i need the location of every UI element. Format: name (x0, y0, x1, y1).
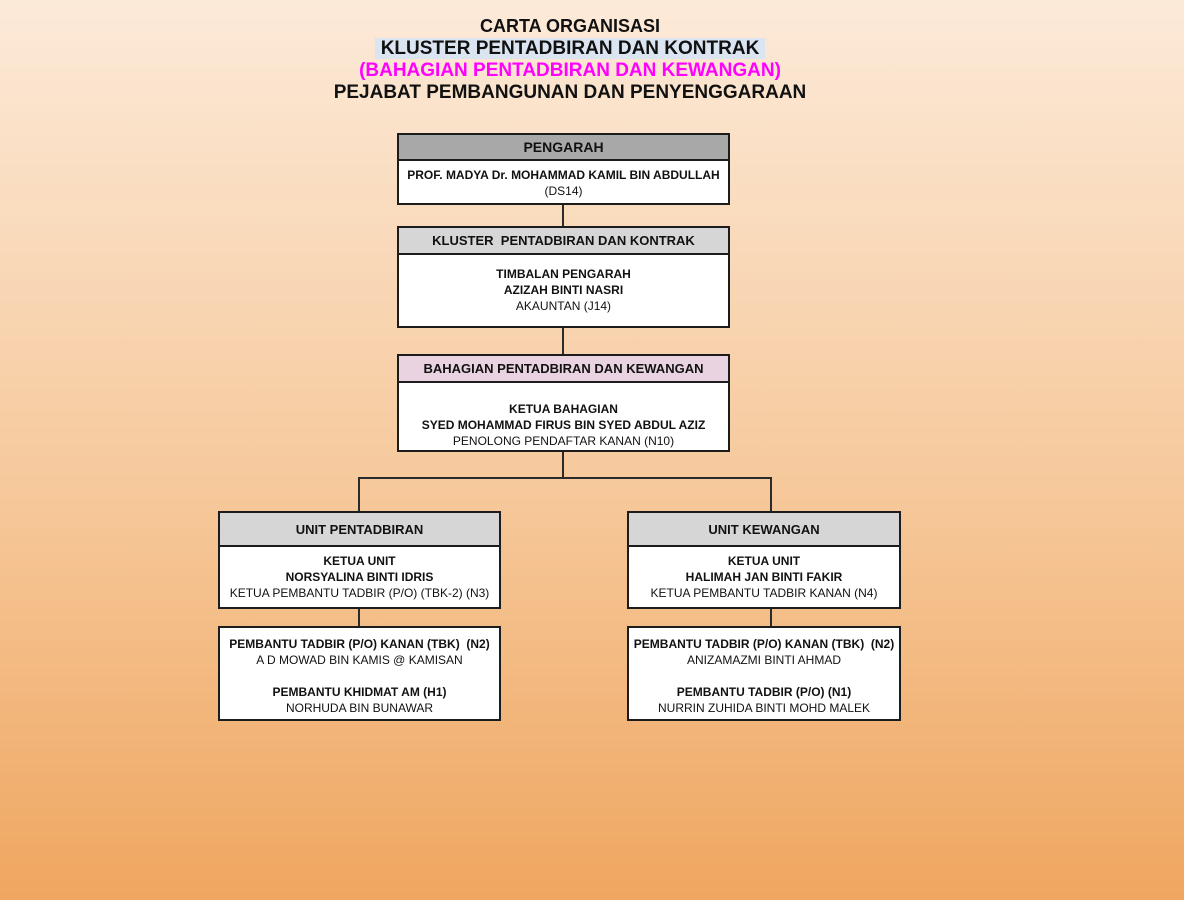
kluster-body-box (397, 253, 730, 328)
staff-name: ANIZAMAZMI BINTI AHMAD (686, 653, 841, 667)
connector-pengarah-kluster (562, 203, 564, 227)
unit-kewangan-title: KETUA UNIT (727, 554, 801, 568)
connector-horizontal-bar (358, 477, 772, 479)
unit-pentadbiran-grade: KETUA PEMBANTU TADBIR (P/O) (TBK-2) (N3) (229, 586, 490, 600)
staff-role: PEMBANTU TADBIR (P/O) KANAN (TBK) (N2) (633, 637, 895, 651)
bahagian-grade: PENOLONG PENDAFTAR KANAN (N10) (452, 434, 675, 448)
staff-role: PEMBANTU TADBIR (P/O) KANAN (TBK) (N2) (229, 637, 490, 651)
title-line-2-highlight: KLUSTER PENTADBIRAN DAN KONTRAK (375, 38, 766, 59)
connector-drop-left (358, 477, 360, 512)
spacer (629, 668, 899, 684)
pengarah-grade: (DS14) (544, 184, 583, 198)
pengarah-name: PROF. MADYA Dr. MOHAMMAD KAMIL BIN ABDULLAH (407, 168, 720, 182)
spacer (220, 668, 499, 684)
bahagian-header-box: BAHAGIAN PENTADBIRAN DAN KEWANGAN (397, 354, 730, 383)
staff-name: A D MOWAD BIN KAMIS @ KAMISAN (256, 653, 463, 667)
unit-kewangan-grade: KETUA PEMBANTU TADBIR KANAN (N4) (650, 586, 878, 600)
bahagian-title: KETUA BAHAGIAN (509, 402, 618, 416)
unit-pentadbiran-title: KETUA UNIT (323, 554, 396, 568)
unit-pentadbiran-staff-box (218, 626, 501, 721)
kluster-header-box: KLUSTER PENTADBIRAN DAN KONTRAK (397, 226, 730, 255)
connector-unit-kewangan-staff (770, 607, 772, 626)
bahagian-name: SYED MOHAMMAD FIRUS BIN SYED ABDUL AZIZ (421, 418, 706, 432)
unit-kewangan-staff-box (627, 626, 901, 721)
unit-pentadbiran-header-box: UNIT PENTADBIRAN (218, 511, 501, 547)
pengarah-body-box (397, 159, 730, 205)
kluster-name: AZIZAH BINTI NASRI (503, 283, 624, 297)
pengarah-header-box: PENGARAH (397, 133, 730, 161)
connector-kluster-bahagian (562, 326, 564, 355)
title-line-2 (0, 38, 1140, 59)
title-line-4: PEJABAT PEMBANGUNAN DAN PENYENGGARAAN (333, 82, 807, 103)
bahagian-body-box (397, 381, 730, 452)
unit-pentadbiran-name: NORSYALINA BINTI IDRIS (285, 570, 434, 584)
connector-bahagian-trunk (562, 450, 564, 478)
staff-name: NORHUDA BIN BUNAWAR (285, 701, 434, 715)
unit-kewangan-body-box (627, 545, 901, 609)
staff-role: PEMBANTU KHIDMAT AM (H1) (272, 685, 447, 699)
connector-unit-pentadbiran-staff (358, 607, 360, 626)
title-line-3: (BAHAGIAN PENTADBIRAN DAN KEWANGAN) (359, 60, 781, 81)
unit-kewangan-header-box: UNIT KEWANGAN (627, 511, 901, 547)
unit-kewangan-name: HALIMAH JAN BINTI FAKIR (685, 570, 843, 584)
chart-title-block (0, 16, 1140, 103)
staff-role: PEMBANTU TADBIR (P/O) (N1) (676, 685, 852, 699)
staff-name: NURRIN ZUHIDA BINTI MOHD MALEK (657, 701, 870, 715)
title-line-1: CARTA ORGANISASI (480, 16, 660, 36)
kluster-title: TIMBALAN PENGARAH (496, 267, 631, 281)
kluster-grade: AKAUNTAN (J14) (515, 299, 612, 313)
unit-pentadbiran-body-box (218, 545, 501, 609)
connector-drop-right (770, 477, 772, 512)
